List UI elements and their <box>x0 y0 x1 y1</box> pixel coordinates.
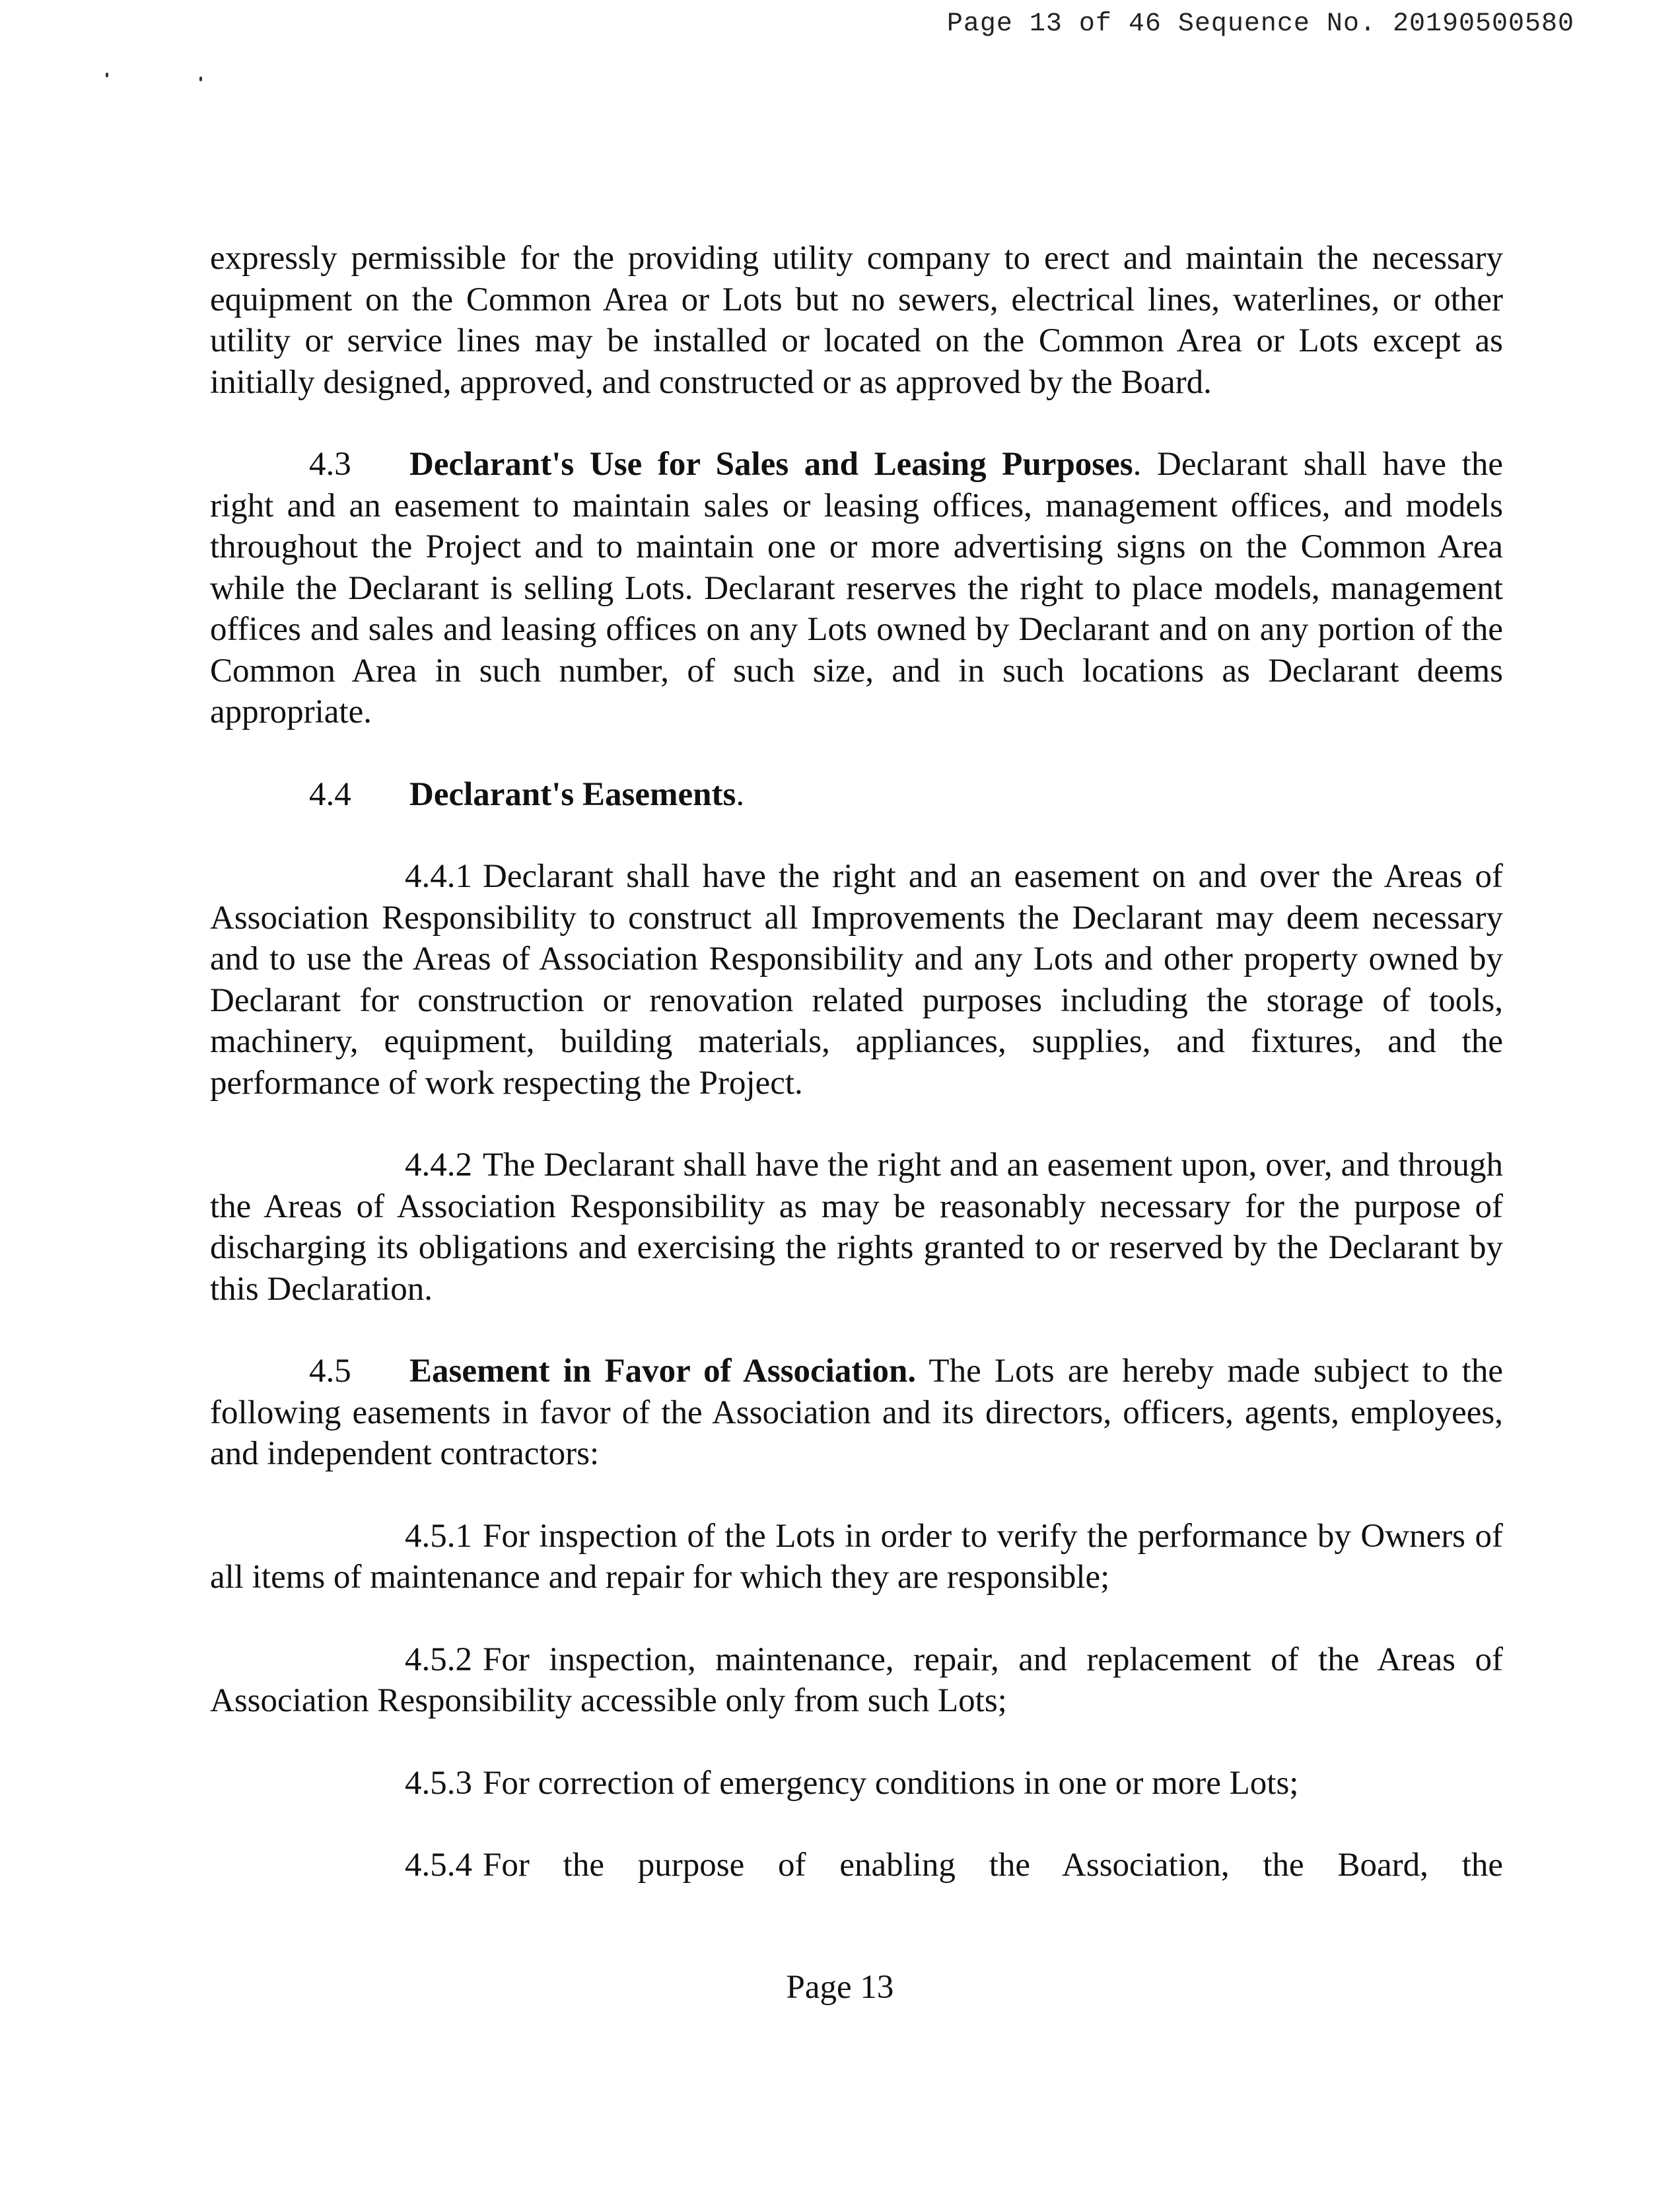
section-4-4-2 <box>210 1145 1503 1310</box>
subsection-text: For inspection, maintenance, repair, and replacement of the Areas of Association Responsibility accessible only from such Lots; <box>210 1641 1503 1719</box>
section-heading: Declarant's Use for Sales and Leasing Purposes <box>409 446 1133 483</box>
section-4-4 <box>210 774 1503 816</box>
paragraph-text: expressly permissible for the providing utility company to erect and maintain the necessary equipment on the Common Area or Lots but no sewers, electrical lines, waterlines, or other utility or service lines may be installed or located on the Common Area or Lots except as initially designed, approved, and constructed or as approved by the Board. <box>210 240 1503 401</box>
subsection-number: 4.4.2 <box>405 1147 472 1184</box>
subsection-number: 4.5.1 <box>405 1517 472 1555</box>
subsection-number: 4.4.1 <box>405 858 472 895</box>
paragraph-continuation <box>210 238 1503 403</box>
subsection-text: For the purpose of enabling the Association, the Board, the <box>483 1847 1503 1884</box>
section-text: . Declarant shall have the right and an easement to maintain sales or leasing offices, management offices, and models throughout the Project and to maintain one or more advertising signs on the Common Area while the Declarant is selling Lots. Declarant reserves the right to place models, management offices and sales and leasing offices on any Lots owned by Declarant and on any portion of the Common Area in such number, of such size, and in such locations as Declarant deems appropriate. <box>210 446 1503 730</box>
section-number: 4.5 <box>309 1353 351 1390</box>
section-4-5-4 <box>210 1845 1503 1886</box>
section-4-5-3 <box>210 1763 1503 1804</box>
section-heading: Declarant's Easements <box>409 775 736 813</box>
document-body <box>210 238 1503 1927</box>
section-number: 4.4 <box>309 775 351 813</box>
subsection-number: 4.5.3 <box>405 1764 472 1802</box>
subsection-text: For inspection of the Lots in order to verify the performance by Owners of all items of maintenance and repair for which they are responsible; <box>210 1517 1503 1596</box>
subsection-text: The Declarant shall have the right and an easement upon, over, and through the Areas of Association Responsibility as may be reasonably necessary for the purpose of discharging its obligations and exercising the rights granted to or reserved by the Declarant by this Declaration. <box>210 1147 1503 1308</box>
section-4-4-1 <box>210 856 1503 1104</box>
section-4-3 <box>210 444 1503 733</box>
section-4-5-1 <box>210 1516 1503 1598</box>
subsection-text: For correction of emergency conditions in one or more Lots; <box>483 1764 1299 1802</box>
section-number: 4.3 <box>309 446 351 483</box>
subsection-text: Declarant shall have the right and an easement on and over the Areas of Association Responsibility to construct all Improvements the Declarant may deem necessary and to use the Areas of Association Responsibility and any Lots and other property owned by Declarant for construction or renovation related purposes including the storage of tools, machinery, equipment, building materials, appliances, supplies, and fixtures, and the performance of work respecting the Project. <box>210 858 1503 1102</box>
scan-speck <box>106 73 108 77</box>
section-heading: Easement in Favor of Association. <box>409 1353 917 1390</box>
heading-period: . <box>736 775 745 813</box>
page-number-footer: Page 13 <box>786 1969 894 2006</box>
scan-speck <box>199 77 202 81</box>
section-4-5 <box>210 1351 1503 1475</box>
subsection-number: 4.5.2 <box>405 1641 472 1678</box>
section-text: The Lots are hereby made subject to the following easements in favor of the Association and its directors, officers, agents, employees, and independent contractors: <box>210 1353 1503 1472</box>
recording-stamp: Page 13 of 46 Sequence No. 20190500580 <box>946 9 1574 39</box>
section-4-5-2 <box>210 1639 1503 1722</box>
subsection-number: 4.5.4 <box>405 1847 472 1884</box>
